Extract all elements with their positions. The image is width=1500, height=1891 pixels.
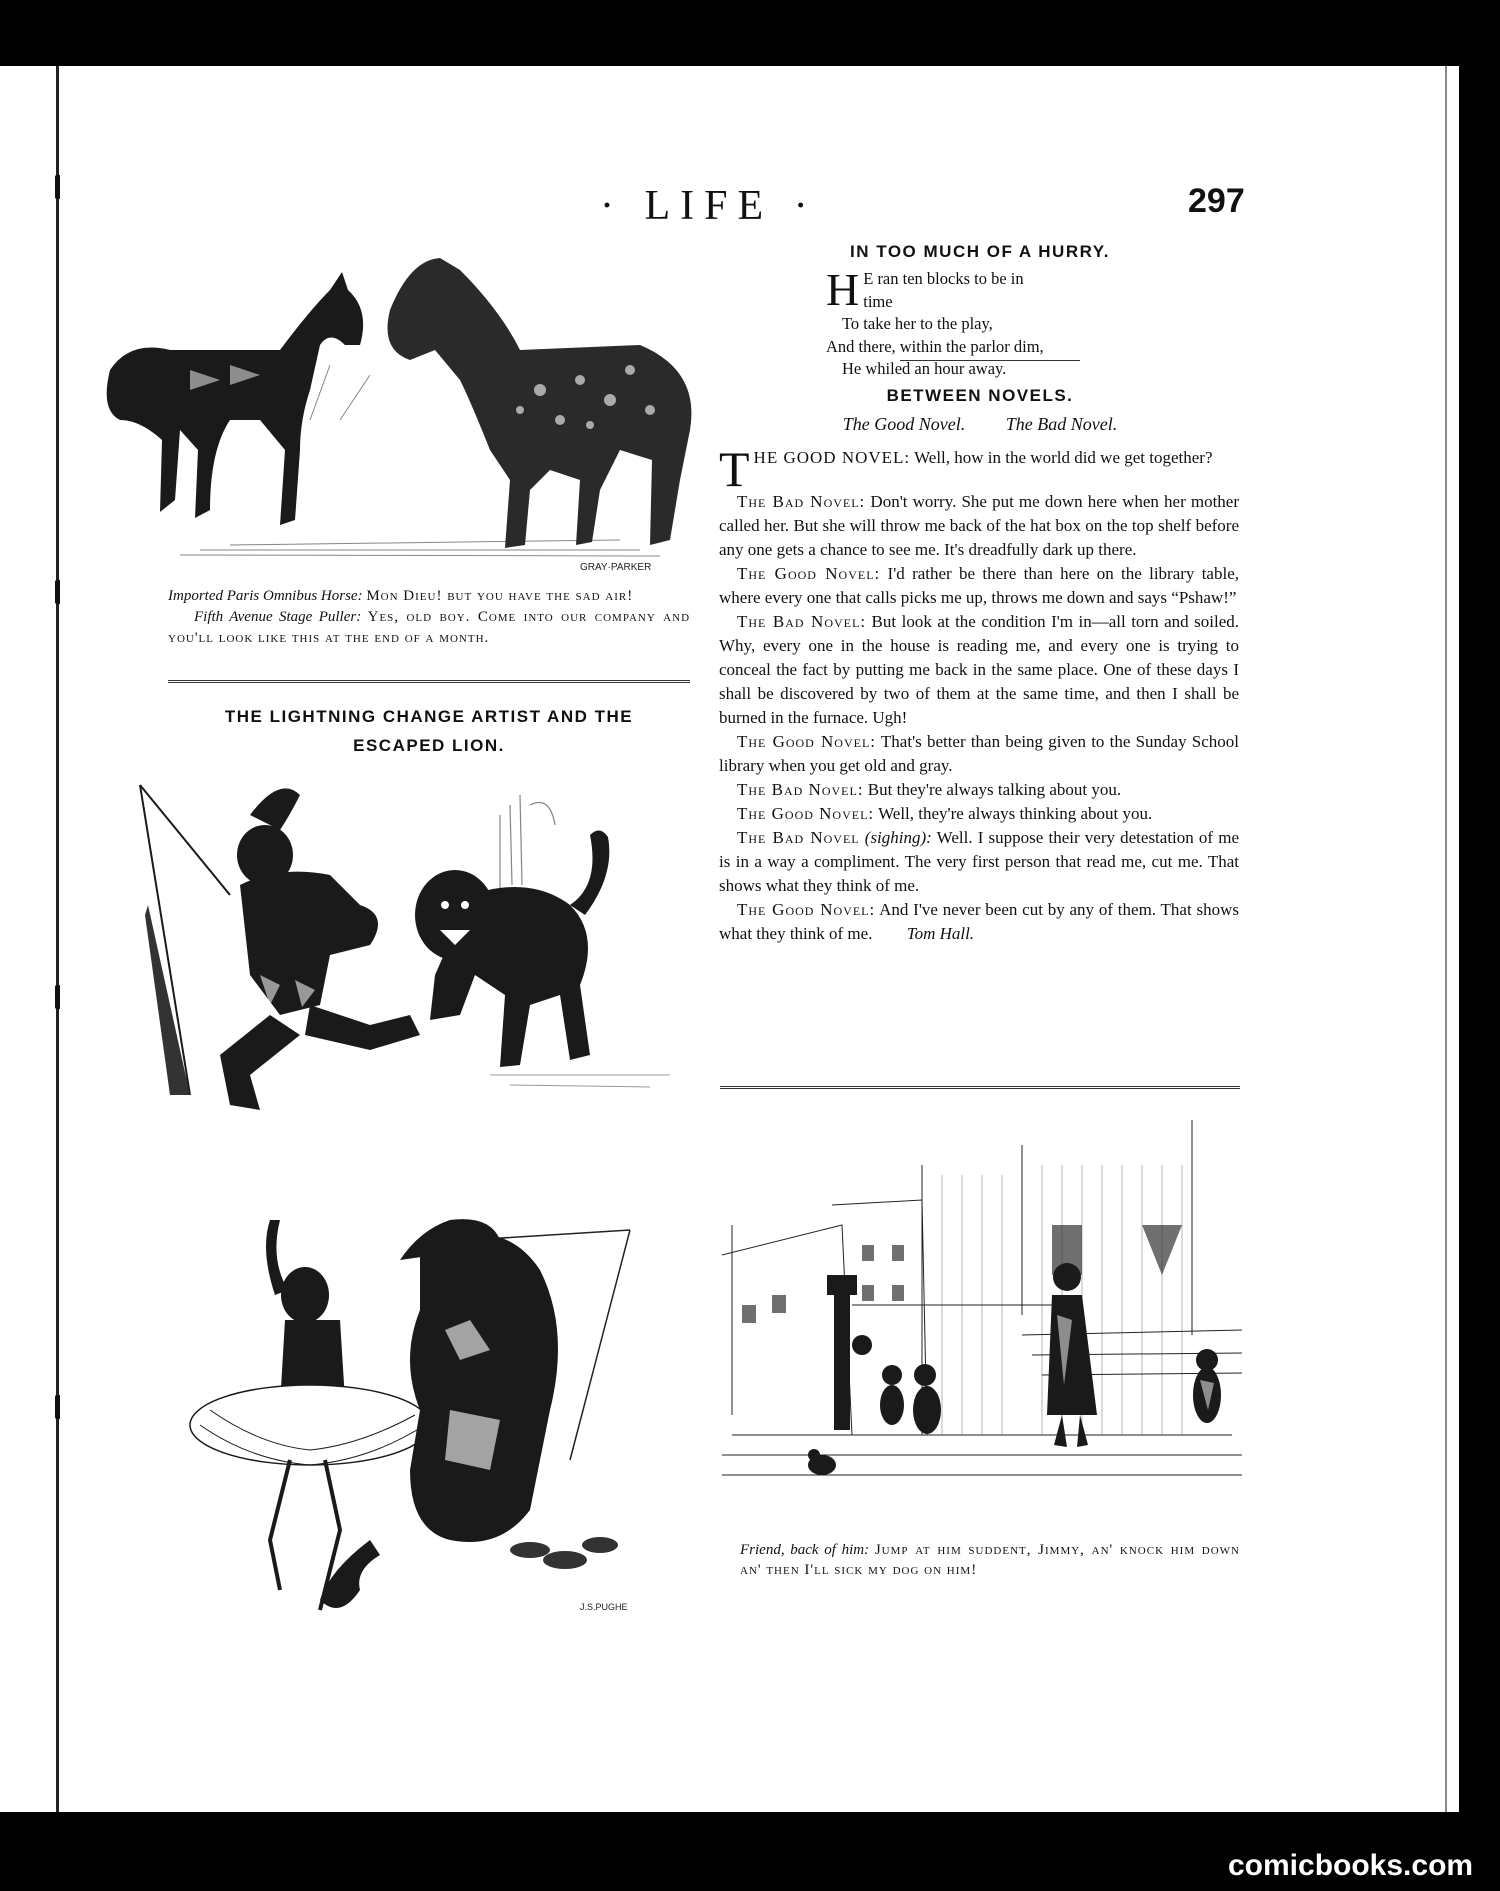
poem-line-3: And there, within the parlor dim, bbox=[826, 336, 1044, 356]
novels-dialogue bbox=[719, 441, 1240, 946]
author-credit: Tom Hall. bbox=[906, 924, 975, 943]
lightning-title-line-2: ESCAPED LION. bbox=[353, 736, 505, 755]
dialogue-paragraph: THE GOOD NOVEL: Well, how in the world did we get together? bbox=[719, 441, 1213, 497]
lightning-title-line-1: THE LIGHTNING CHANGE ARTIST AND THE bbox=[224, 707, 634, 726]
poem bbox=[826, 264, 1044, 381]
artist-and-lion-illustration bbox=[130, 775, 680, 1140]
novels-cast bbox=[720, 414, 1240, 435]
novels-title: BETWEEN NOVELS. bbox=[886, 386, 1074, 405]
left-page-gutter bbox=[0, 66, 60, 1812]
cast-bad-novel: The Bad Novel. bbox=[1005, 414, 1118, 434]
dialogue-paragraph: The Good Novel: I'd rather be there than here on the library table, where every one that calls picks me up, throws me down and says “Pshaw!” bbox=[719, 564, 1239, 607]
page-number: 297 bbox=[1188, 182, 1245, 220]
poem-rule bbox=[900, 360, 1080, 361]
horses-illustration bbox=[80, 250, 700, 570]
masthead: · LIFE · bbox=[600, 183, 818, 229]
street-scene-illustration bbox=[722, 1105, 1242, 1525]
dialogue-paragraph: The Bad Novel (sighing): Well. I suppose their very detestation of me is in a way a compliment. The very first person that read me, cut me. That shows what they think of me. bbox=[719, 828, 1239, 895]
watermark-logo: comicbooks.com bbox=[1228, 1849, 1474, 1882]
dialogue-paragraph: The Bad Novel: But look at the condition I'm in—all torn and soiled. Why, every one in the house is reading me, and every one is trying to conceal the fact by putting me back in the same place. One of these days I shall be discovered by two of them at the same time, and then I shall be burned in the furnace. Ugh! bbox=[719, 612, 1239, 727]
cast-good-novel: The Good Novel. bbox=[842, 414, 966, 434]
horses-caption bbox=[168, 586, 690, 649]
section-rule bbox=[168, 680, 690, 683]
dialogue-paragraph: The Good Novel: That's better than being given to the Sunday School library when you get old and gray. bbox=[719, 732, 1239, 775]
binding-line bbox=[56, 66, 59, 1812]
poem-line-1: E ran ten blocks to be in time bbox=[863, 269, 1024, 311]
lightning-signature: J.S.PUGHE bbox=[580, 1602, 628, 1612]
caption-text: Jump at him suddent, Jimmy, an' knock him down an' then I'll sick my dog on him! bbox=[740, 1542, 1241, 1578]
street-caption bbox=[740, 1540, 1240, 1580]
horses-signature: GRAY·PARKER bbox=[580, 562, 652, 570]
dialogue-paragraph: The Good Novel: Well, they're always thinking about you. bbox=[737, 804, 1153, 823]
poem-line-2: To take her to the play, bbox=[842, 314, 993, 333]
dialogue-paragraph: The Good Novel: And I've never been cut by any of them. That shows what they think of me. Tom Hall. bbox=[719, 900, 1239, 943]
caption-speaker: Fifth Avenue Stage Puller: bbox=[194, 609, 362, 625]
page-edge bbox=[1445, 66, 1459, 1812]
poem-dropcap: H bbox=[826, 264, 860, 315]
dialogue-paragraph: The Bad Novel: But they're always talking about you. bbox=[737, 780, 1122, 799]
poem-title: IN TOO MUCH OF A HURRY. bbox=[850, 242, 1110, 261]
caption-text: Yes, old boy. Come into our company and you'll look like this at the end of a month. bbox=[168, 609, 691, 646]
novels-dropcap: T bbox=[719, 441, 750, 497]
caption-speaker: Friend, back of him: bbox=[740, 1542, 870, 1558]
horses-caption-line-1 bbox=[168, 586, 690, 607]
caption-speaker: Imported Paris Omnibus Horse: bbox=[168, 588, 363, 604]
dialogue-paragraph: The Bad Novel: Don't worry. She put me down here when her mother called her. But she will throw me back of the hat box on the top shelf before any one gets a chance to see me. It's dreadfully dark up there. bbox=[719, 492, 1240, 559]
ballerina-and-lion-illustration bbox=[170, 1210, 690, 1620]
lightning-title bbox=[168, 702, 690, 760]
section-rule bbox=[720, 1086, 1240, 1089]
caption-text: Mon Dieu! but you have the sad air! bbox=[366, 588, 634, 604]
horses-caption-line-2 bbox=[168, 607, 690, 649]
poem-line-4: He whiled an hour away. bbox=[842, 359, 1007, 378]
